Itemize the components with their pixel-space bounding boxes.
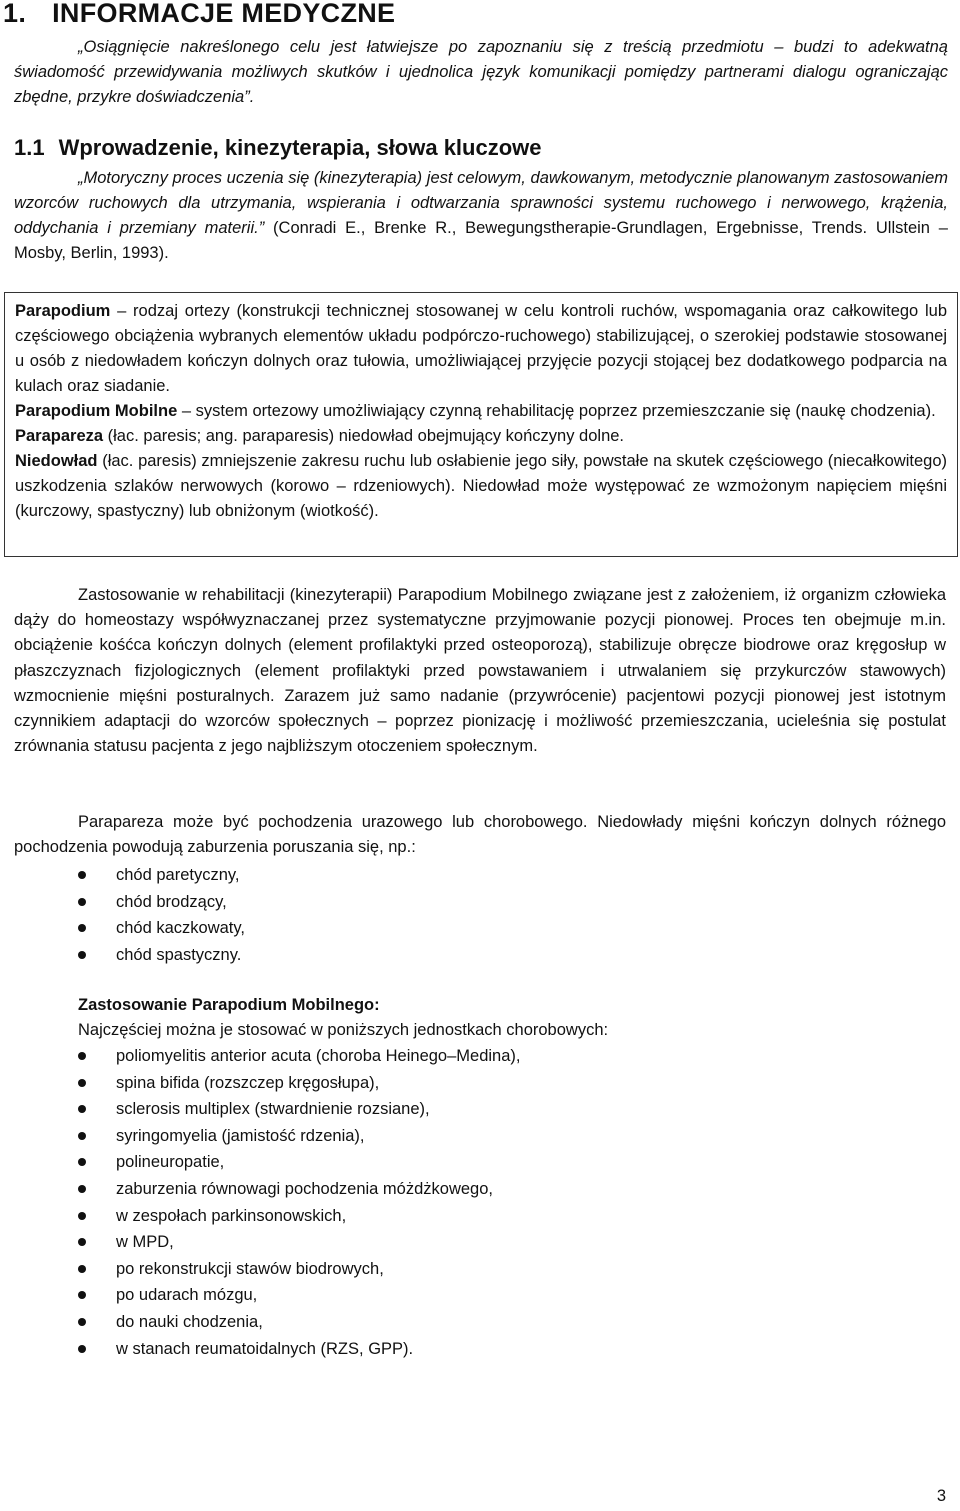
bullet-icon [78,1265,86,1273]
bullet-icon [78,924,86,932]
bullet-icon [78,1185,86,1193]
bullet-icon [78,1318,86,1326]
usage-heading: Zastosowanie Parapodium Mobilnego: [78,996,380,1014]
list-item: w stanach reumatoidalnych (RZS, GPP). [78,1336,520,1363]
gait-list [78,862,245,968]
definition-term: Niedowład [15,452,98,470]
definition-text: (łac. paresis; ang. paraparesis) niedowład obejmujący kończyny dolne. [103,427,625,445]
list-item: po rekonstrukcji stawów biodrowych, [78,1256,520,1283]
bullet-icon [78,1158,86,1166]
intro-quote: „Osiągnięcie nakreślonego celu jest łatwiejsze po zapoznaniu się z treścią przedmiotu – budzi to adekwatną świadomość przewidywania możliwych skutków i ujednolica język komunikacji pomiędzy partnerami dialogu ograniczając zbędne, przykre doświadczenia”. [14,38,948,106]
list-item: spina bifida (rozszczep kręgosłupa), [78,1070,520,1097]
list-item: po udarach mózgu, [78,1282,520,1309]
usage-intro: Najczęściej można je stosować w poniższych jednostkach chorobowych: [78,1021,609,1039]
paragraph-parapareza: Parapareza może być pochodzenia urazowego lub chorobowego. Niedowłady mięśni kończyn dolnych różnego pochodzenia powodują zaburzenia poruszania się, np.: [14,813,946,857]
list-item: syringomyelia (jamistość rdzenia), [78,1123,520,1150]
subsection-title: Wprowadzenie, kinezyterapia, słowa kluczowe [58,135,542,160]
definition-parapodium [15,299,947,399]
definition-term: Parapodium Mobilne [15,402,178,420]
bullet-icon [78,1052,86,1060]
bullet-icon [78,1345,86,1353]
definition-text: – rodzaj ortezy (konstrukcji technicznej stosowanej w celu kontroli ruchów, wspomagania oraz całkowitego lub częściowego obciążenia wybranych elementów układu podpórczo-ruchowego) stabilizującej, o szerokiej podstawie stosowanej u osób z niedowładem kończyn dolnych oraz tułowia, umożliwiającej przyjęcie pozycji stojącej bez dodatkowego podparcia na kulach oraz siadanie. [15,302,947,395]
section-number: 1. [3,0,27,28]
list-item: w MPD, [78,1229,520,1256]
paragraph-rehabilitation: Zastosowanie w rehabilitacji (kinezyterapii) Parapodium Mobilnego związane jest z założeniem, iż organizm człowieka dąży do homeostazy współwyznaczanej przez systematyczne przyjmowanie pozycji pionowej. Proces ten obejmuje m.in. obciążenie kośćca kończyn dolnych (element profilaktyki przed osteoporozą), stabilizuje obręcze biodrowe oraz kręgosłup w płaszczyznach fizjologicznych (element profilaktyki przed powstawaniem i utrwalaniem się przykurczów stawowych) wzmocnienie mięśni posturalnych. Zarazem już samo nadanie (przywrócenie) pacjentowi pozycji pionowej jest istotnym czynnikiem adaptacji do wzorców społecznych – poprzez pionizację i możliwość przemieszczania, ucieleśnia się postulat zrównania statusu pacjenta z jego najbliższym otoczeniem społecznym. [14,586,946,756]
definition-parapodium-mobilne [15,399,947,424]
quote-text: „Motoryczny proces uczenia się (kinezyterapia) jest celowym, dawkowanym, metodycznie planowanym zastosowaniem wzorców ruchowych dla utrzymania, wspierania i odtwarzania sprawności systemu ruchowego i nerwowego, krążenia, oddychania i przemiany materii.” [14,169,948,237]
list-item: chód kaczkowaty, [78,915,245,942]
definition-text: – system ortezowy umożliwiający czynną rehabilitację poprzez przemieszczanie się (naukę chodzenia). [177,402,936,420]
bullet-icon [78,1291,86,1299]
definition-parapareza [15,424,947,449]
bullet-icon [78,1079,86,1087]
section-title: INFORMACJE MEDYCZNE [52,0,396,28]
list-item: chód paretyczny, [78,862,245,889]
bullet-icon [78,1212,86,1220]
list-item: do nauki chodzenia, [78,1309,520,1336]
definition-text: (łac. paresis) zmniejszenie zakresu ruchu lub osłabienie jego siły, powstałe na skutek częściowego (niecałkowitego) uszkodzenia szlaków nerwowych (korowo – rdzeniowych). Niedowład może występować ze wzmożonym napięciem mięśni (kurczowy, spastyczny) lub obniżonym (wiotkość). [15,452,947,520]
list-item: polineuropatie, [78,1149,520,1176]
list-item: poliomyelitis anterior acuta (choroba Heinego–Medina), [78,1043,520,1070]
list-item: chód brodzący, [78,889,245,916]
bullet-icon [78,1132,86,1140]
bullet-icon [78,951,86,959]
bullet-icon [78,1238,86,1246]
page-number: 3 [936,1487,946,1505]
section-heading [3,0,395,30]
definitions-box [4,292,958,557]
list-item: w zespołach parkinsonowskich, [78,1203,520,1230]
bullet-icon [78,1105,86,1113]
usage-list [78,1043,520,1362]
subsection-heading [14,133,542,163]
list-item: sclerosis multiplex (stwardnienie rozsiane), [78,1096,520,1123]
definition-term: Parapareza [15,427,104,445]
list-item: chód spastyczny. [78,942,245,969]
list-item: zaburzenia równowagi pochodzenia móżdżkowego, [78,1176,520,1203]
bullet-icon [78,898,86,906]
bullet-icon [78,871,86,879]
definition-term: Parapodium [15,302,111,320]
subsection-number: 1.1 [14,135,45,160]
definition-niedowlad [15,449,947,524]
quote-citation: (Conradi E., Brenke R., Bewegungstherapie-Grundlagen, Ergebnisse, Trends. Ullstein – Mosby, Berlin, 1993). [14,219,948,262]
kinesitherapy-definition-quote [14,166,948,266]
